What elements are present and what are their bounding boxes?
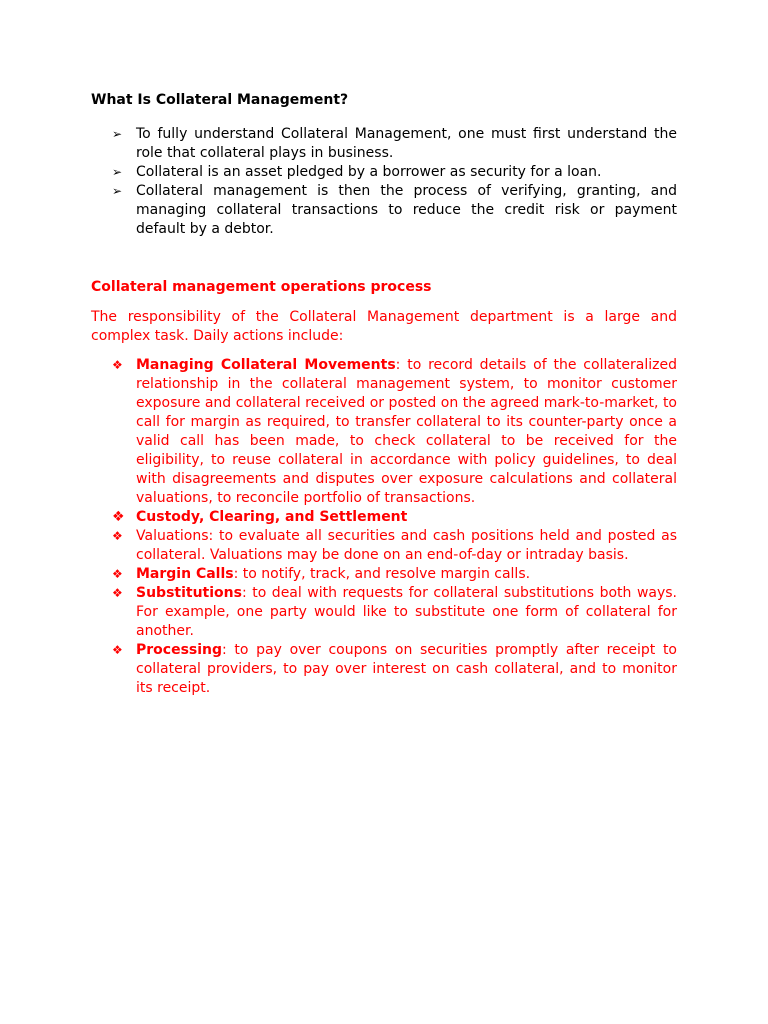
list-item xyxy=(91,163,677,182)
section-1-list xyxy=(91,125,677,239)
list-item-text: Valuations: to evaluate all securities and cash positions held and posted as collateral. Valuations may be done on an end-of-day or intraday basis. xyxy=(136,528,677,563)
document-page xyxy=(91,91,677,698)
arrow-bullet-icon: ➢ xyxy=(112,127,123,141)
list-item-term: Margin Calls xyxy=(136,566,234,582)
list-item xyxy=(91,584,677,641)
list-item-term: Managing Collateral Movements xyxy=(136,357,396,373)
list-item-text: : to record details of the collateralized relationship in the collateral management system, to monitor customer exposure and collateral received or posted on the agreed mark-to-market, to call for margin as required, to transfer collateral to its counter-party once a valid call has been made, to check collateral to be received for the eligibility, to reuse collateral in accordance with policy guidelines, to deal with disagreements and disputes over exposure calculations and collateral valuations, to reconcile portfolio of transactions. xyxy=(136,357,677,506)
section-2-list xyxy=(91,356,677,698)
list-item xyxy=(91,565,677,584)
list-item-term: Processing xyxy=(136,642,223,658)
list-item-term: Substitutions xyxy=(136,585,242,601)
list-item-text: To fully understand Collateral Management, one must first understand the role that collateral plays in business. xyxy=(136,126,677,161)
diamond-bullet-icon: ❖ xyxy=(112,567,123,581)
list-item xyxy=(91,125,677,163)
section-2-title: Collateral management operations process xyxy=(91,279,432,295)
list-item xyxy=(91,182,677,239)
list-item-text: Collateral management is then the process of verifying, granting, and managing collateral transactions to reduce the credit risk or payment default by a debtor. xyxy=(136,183,677,237)
arrow-bullet-icon: ➢ xyxy=(112,184,123,198)
list-item-text: : to deal with requests for collateral substitutions both ways. For example, one party would like to substitute one form of collateral for another. xyxy=(136,585,677,639)
diamond-bullet-icon: ❖ xyxy=(112,529,123,543)
list-item-term: Custody, Clearing, and Settlement xyxy=(136,509,408,525)
diamond-bullet-icon: ❖ xyxy=(112,586,123,600)
section-2-intro: The responsibility of the Collateral Management department is a large and complex task. Daily actions include: xyxy=(91,309,677,344)
section-1-title: What Is Collateral Management? xyxy=(91,92,349,108)
list-item xyxy=(91,527,677,565)
list-item-text: : to pay over coupons on securities promptly after receipt to collateral providers, to pay over interest on cash collateral, and to monitor its receipt. xyxy=(136,642,677,696)
list-item xyxy=(91,641,677,698)
arrow-bullet-icon: ➢ xyxy=(112,165,123,179)
diamond-bullet-icon: ❖ xyxy=(112,509,125,525)
list-item-text: : to notify, track, and resolve margin calls. xyxy=(233,566,531,582)
diamond-bullet-icon: ❖ xyxy=(112,358,123,372)
list-item-text: Collateral is an asset pledged by a borrower as security for a loan. xyxy=(136,164,602,180)
diamond-bullet-icon: ❖ xyxy=(112,643,123,657)
list-item xyxy=(91,356,677,508)
list-item xyxy=(91,508,677,527)
